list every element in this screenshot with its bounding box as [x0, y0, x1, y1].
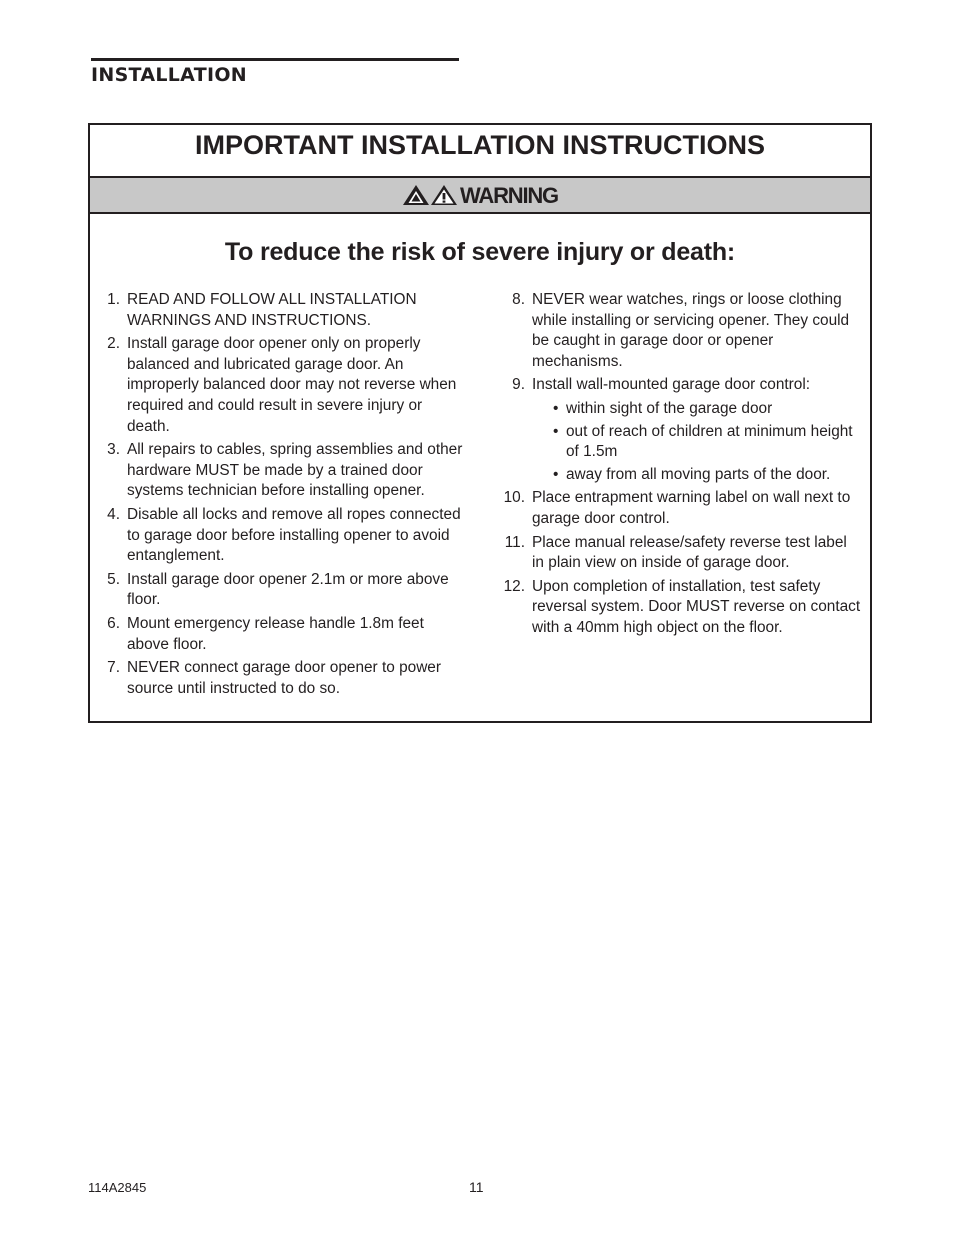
- instruction-item: [497, 290, 862, 372]
- warning-bar: [90, 178, 870, 214]
- section-title: INSTALLATION: [91, 64, 247, 86]
- warning-triangle-icon: [402, 184, 430, 206]
- bullet-text: away from all moving parts of the door.: [566, 465, 831, 483]
- item-number: 9.: [512, 376, 525, 394]
- item-text: All repairs to cables, spring assemblies and other hardware MUST be made by a trained door systems technician before installing opener.: [127, 441, 463, 500]
- hazard-exclamation-icon: [430, 184, 458, 206]
- item-text: Install garage door opener only on properly balanced and lubricated garage door. An improperly balanced door may not reverse when required and could result in severe injury or death.: [127, 335, 457, 435]
- bullet-dot: •: [553, 465, 559, 483]
- bullet-text: within sight of the garage door: [566, 399, 773, 417]
- risk-subheading: To reduce the risk of severe injury or death:: [224, 238, 736, 266]
- instruction-item: [497, 577, 862, 639]
- item-text: Place entrapment warning label on wall next to garage door control.: [532, 489, 851, 527]
- section-rule: [91, 58, 459, 61]
- warning-label: WARNING: [460, 183, 558, 208]
- item-number: 1.: [107, 291, 120, 308]
- bullet-item: [497, 422, 862, 463]
- instruction-item: [497, 533, 862, 574]
- bullet-text: out of reach of children at minimum height of 1.5m: [566, 422, 853, 461]
- instruction-item: [99, 334, 464, 437]
- instruction-item: [99, 570, 464, 611]
- instruction-item: [497, 488, 862, 529]
- item-number: 6.: [107, 614, 120, 632]
- box-title: IMPORTANT INSTALLATION INSTRUCTIONS: [90, 125, 870, 178]
- bullet-dot: •: [553, 399, 559, 417]
- item-number: 5.: [107, 570, 120, 588]
- item-number: 3.: [107, 441, 120, 459]
- instruction-item: [99, 440, 464, 502]
- instructions-left-column: [99, 290, 464, 702]
- item-text: Disable all locks and remove all ropes connected to garage door before installing opener to avoid entanglement.: [127, 505, 461, 565]
- item-number: 8.: [512, 291, 525, 308]
- page-number: 11: [469, 1179, 484, 1195]
- item-text: Mount emergency release handle 1.8m feet above floor.: [127, 614, 424, 653]
- item-number: 7.: [107, 659, 120, 677]
- item-number: 12.: [503, 577, 525, 595]
- item-text: Install garage door opener 2.1m or more above floor.: [127, 570, 449, 609]
- item-text: Place manual release/safety reverse test label in plain view on inside of garage door.: [532, 533, 847, 572]
- item-text: Upon completion of installation, test safety reversal system. Door MUST reverse on contact with a 40mm high object on the floor.: [532, 577, 861, 636]
- bullet-item: [497, 399, 862, 420]
- item-text: NEVER connect garage door opener to power source until instructed to do so.: [127, 659, 441, 697]
- item-number: 4.: [107, 505, 120, 523]
- instruction-item: [99, 505, 464, 567]
- control-location-bullets: [497, 399, 862, 485]
- item-text: Install wall-mounted garage door control:: [532, 376, 811, 394]
- instruction-item: [99, 614, 464, 655]
- document-code: 114A2845: [88, 1180, 147, 1195]
- instruction-item: [497, 375, 862, 396]
- warning-icons: [402, 184, 458, 206]
- instruction-item: [99, 658, 464, 699]
- instruction-item: [99, 290, 464, 331]
- bullet-dot: •: [553, 422, 559, 440]
- item-number: 10.: [503, 489, 525, 507]
- item-number: 11.: [504, 533, 525, 551]
- warning-box: [88, 123, 872, 723]
- item-text: NEVER wear watches, rings or loose clothing while installing or servicing opener. They could be caught in garage door or opener mechanisms.: [532, 291, 850, 370]
- item-text: READ AND FOLLOW ALL INSTALLATION WARNINGS AND INSTRUCTIONS.: [127, 291, 417, 329]
- instructions-right-column: [497, 290, 862, 642]
- bullet-item: [497, 465, 862, 486]
- item-number: 2.: [107, 335, 120, 353]
